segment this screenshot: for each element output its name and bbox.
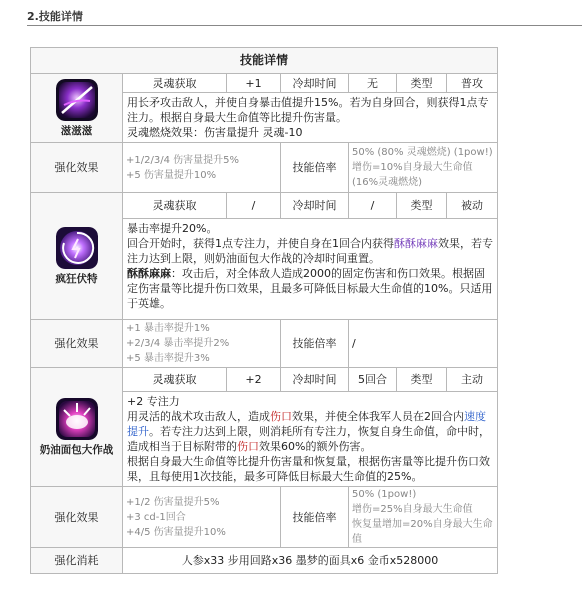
bread-burst-icon [56,398,98,440]
skill-1-soul-value: +1 [227,74,281,93]
skill-3-desc-line: 用灵活的战术攻击敌人，造成伤口效果，并使全体我军人员在2回合内速度提升。若专注力达到上限，则消耗所有专注力，恢复自身生命值，命中时，造成相当于目标附带的伤口效果60%的额外伤害。 [127,410,490,453]
speed-up-keyword: 速度提升 [127,410,486,438]
skill-1-type-value: 普攻 [447,74,498,93]
enhance-item: +1/2 伤害量提升5% [126,496,220,508]
skill-3-multiplier-list [349,487,498,548]
skill-3-enhance-list [123,487,281,548]
skill-1-cooldown-value: 无 [349,74,397,93]
skill-2-enhance-list [123,320,281,368]
skill-3-description [123,392,498,487]
skill-2-multiplier-label: 技能倍率 [281,320,349,368]
lightning-orb-icon [56,227,98,269]
skill-2-multiplier-value: / [349,320,498,368]
wound-keyword: 伤口 [237,440,259,453]
skill-2-name: 疯狂伏特 [55,273,98,285]
enhance-item: +4/5 伤害量提升10% [126,526,226,538]
enhance-item: +2/3/4 暴击率提升2% [126,338,230,349]
skill-3-desc-line: 根据自身最大生命值等比提升伤害量和恢复量，根据伤害量等比提升伤口效果，且每使用1次技能，最多可降低目标最大生命值的25%。 [127,455,490,483]
enhance-item: +1/2/3/4 伤害量提升5% [126,154,239,166]
skill-2-cooldown-value: / [349,193,397,219]
skill-3-cooldown-value: 5回合 [349,368,397,392]
skill-2-soul-value: / [227,193,281,219]
skill-3-icon-cell [31,368,123,487]
status-keyword: 酥酥麻麻 [394,237,438,250]
multiplier-item: (16%灵魂燃烧) [352,177,423,188]
skill-3-soul-value: +2 [227,368,281,392]
skill-3-desc-line: +2 专注力 [127,395,180,408]
wound-keyword: 伤口 [270,410,292,423]
status-term: 酥酥麻麻 [127,267,171,280]
skill-2-desc-line: 回合开始时，获得1点专注力，并使自身在1回合内获得酥酥麻麻效果，若专注力达到上限，则奶油面包大作战的冷却时间重置。 [127,237,493,265]
cost-value: 人参x33 步用回路x36 墨梦的面具x6 金币x528000 [123,548,498,574]
skill-2-description [123,219,498,320]
skill-details-table [30,47,498,574]
skill-1-description [123,93,498,143]
multiplier-item: 增伤=25%自身最大生命值 [352,504,473,515]
skill-2-enhance-label: 强化效果 [31,320,123,368]
multiplier-item: 恢复量增加=20%自身最大生命值 [352,519,493,545]
spear-slash-icon [56,79,98,121]
skill-1-desc-line: 用长矛攻击敌人，并使自身暴击值提升15%。若为自身回合，则获得1点专注力。根据自身最大生命值等比提升伤害量。 [127,96,489,124]
skill-2-cooldown-label: 冷却时间 [281,193,349,219]
skill-1-multiplier-label: 技能倍率 [281,143,349,193]
skill-1-icon-cell [31,74,123,143]
skill-3-name: 奶油面包大作战 [39,444,114,456]
multiplier-item: 增伤=10%自身最大生命值 [352,162,473,173]
skill-1-name: 滋滋滋 [60,125,93,137]
enhance-item: +5 暴击率提升3% [126,353,210,364]
section-title: 2.技能详情 [27,10,83,23]
section-divider [27,25,582,26]
skill-3-enhance-label: 强化效果 [31,487,123,548]
skill-3-cooldown-label: 冷却时间 [281,368,349,392]
skill-2-type-value: 被动 [447,193,498,219]
multiplier-item: 50% (1pow!) [352,489,417,500]
enhance-item: +3 cd-1回合 [126,511,186,523]
skill-3-multiplier-label: 技能倍率 [281,487,349,548]
skill-1-multiplier-list [349,143,498,193]
multiplier-item: 50% (80% 灵魂燃烧) (1pow!) [352,147,493,158]
skill-2-desc-line: 酥酥麻麻：攻击后，对全体敌人造成2000的固定伤害和伤口效果。根据固定伤害量等比提升伤口效果，且最多可降低目标最大生命值的10%。只适用于英雄。 [127,267,493,310]
cost-label: 强化消耗 [31,548,123,574]
table-header: 技能详情 [31,48,498,74]
enhance-item: +5 伤害量提升10% [126,169,217,181]
skill-1-soul-label: 灵魂获取 [123,74,227,93]
skill-2-desc-line: 暴击率提升20%。 [127,222,218,235]
skill-2-soul-label: 灵魂获取 [123,193,227,219]
skill-1-desc-line: 灵魂燃烧效果：伤害量提升 灵魂-10 [127,126,303,139]
skill-3-type-value: 主动 [447,368,498,392]
skill-2-icon-cell [31,193,123,320]
enhance-item: +1 暴击率提升1% [126,323,210,334]
skill-2-type-label: 类型 [397,193,447,219]
skill-1-cooldown-label: 冷却时间 [281,74,349,93]
skill-1-enhance-label: 强化效果 [31,143,123,193]
skill-1-enhance-list [123,143,281,193]
skill-1-type-label: 类型 [397,74,447,93]
skill-3-soul-label: 灵魂获取 [123,368,227,392]
skill-3-type-label: 类型 [397,368,447,392]
